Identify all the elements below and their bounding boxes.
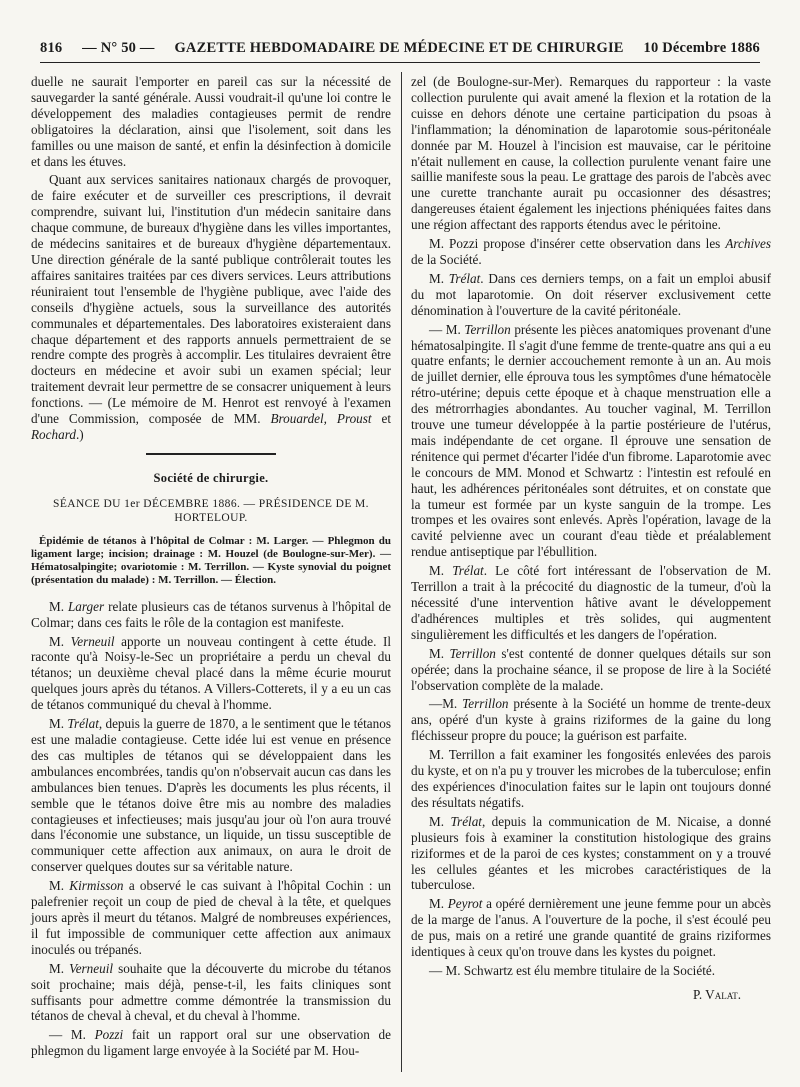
author-signature: P. Valat. (692, 986, 741, 1002)
issue-number: — N° 50 — (82, 40, 155, 56)
paragraph: M. Peyrot a opéré dernièrement une jeune femme pour un abcès de la marge de l'anus. A l'ouverture de la poche, il s'est écoulé peu de pus, mais on a retiré une grande quantité de grains riziformes identiques à ceux qu'on trouve dans les kystes du poignet. (411, 896, 772, 960)
commission-names: Brouardel, Proust (270, 411, 372, 427)
paragraph: M. Larger relate plusieurs cas de tétanos survenus à l'hôpital de Colmar; dans ces faits le rôle de la contagion est manifeste. (31, 598, 392, 630)
section-title: Société de chirurgie. (153, 470, 269, 485)
left-column (31, 74, 391, 1062)
page-number: 816 (40, 40, 63, 56)
paragraph: — M. Terrillon présente les pièces anatomiques provenant d'une hématosalpingite. Il s'agit d'une femme de trente-quatre ans qui a eu quatre enfants; le dernier accouchement remonte à un an. Au mois de juillet dernier, elle éprouva tous les symptômes d'une hématocèle rétro-utérine; depuis cette époque et à chaque menstruation elle a des métrorrhagies abondantes. Au toucher vaginal, M. Terrillon trouve une tumeur développée à la partie postérieure de l'utérus, mais indépendante de cet organe. Il éprouve une sensation de rénitence qui permet d'écarter l'idée d'un fibrome. Laparotomie avec le concours de MM. Monod et Schwartz : l'intestin est refoulé en haut, les adhérences péritonéales sont détruites, et on constate que la tumeur est formée par un kyste sanguin de la trompe. Les trompes et les ovaires sont enlevés. Après l'opération, lavage de la cavité pelvienne avec un courant d'eau tiède et préalablement rendue antiseptique par l'ébullition. (411, 321, 772, 560)
paragraph: M. Verneuil souhaite que la découverte du microbe du tétanos soit prochaine; mais déjà, pense-t-il, les faits cliniques sont suffisants pour admettre comme démontrée la transmission du tétanos de cheval à cheval, et du cheval à l'homme. (31, 960, 392, 1024)
paragraph: M. Trélat, depuis la communication de M. Nicaise, a donné plusieurs fois à examiner la constitution histologique des grains riziformes et de la paroi de ces kystes; constamment on y a trouvé les cellules géantes et les microbes caractéristiques de la tuberculose. (411, 813, 772, 893)
paragraph: M. Terrillon s'est contenté de donner quelques détails sur son opérée; dans la prochaine séance, il se propose de lire à la Société l'observation complète de la malade. (411, 645, 771, 693)
paragraph: M. Verneuil apporte un nouveau contingent à cette étude. Il raconte qu'à Noisy-le-Sec un propriétaire a perdu un cheval du tétanos; un deuxième cheval placé dans la même écurie mourut quelques jours après du tétanos. A Villers-Cotterets, il y a eu un cas de tétanos communiqué du cheval à l'homme. (31, 633, 392, 713)
paragraph: M. Kirmisson a observé le cas suivant à l'hôpital Cochin : un palefrenier reçoit un coup de pied de cheval à la tête, et quelques jours après il meurt du tétanos. Malgré de nombreuses expériences, il fut impossible de communiquer cette affection aux animaux inoculés ou trépanés. (31, 878, 392, 957)
session-summary: Épidémie de tétanos à l'hôpital de Colmar : M. Larger. — Phlegmon du ligament large; incision; drainage : M. Houzel (de Boulogne-sur-Mer). — Hématosalpingite; ovariotomie : M. Terrillon. — Kyste synovial du poignet (présentation du malade) : M. Terrillon. — Élection. (31, 534, 391, 586)
paragraph: M. Trélat. Dans ces derniers temps, on a fait un emploi abusif du mot laparotomie. On doit réserver exclusivement cette dénomination à l'ouverture de la cavité péritonéale. (411, 270, 771, 318)
paragraph: duelle ne saurait l'emporter en pareil cas sur la nécessité de sauvegarder la santé générale. Aussi voudrait-il qu'une loi contre le développement des maladies contagieuses permit de rendre obligatoires la déclaration, ainsi que l'isolement, soit dans les familles ou une maison de santé, et enfin la désinfection à domicile et dans les étuves. (31, 74, 391, 169)
paragraph: — M. Schwartz est élu membre titulaire de la Société. (429, 962, 716, 978)
page-header (40, 40, 760, 63)
paragraph: M. Terrillon a fait examiner les fongosités enlevées des parois du kyste, et on n'a pu y trouver les microbes de la tuberculose; enfin des expériences d'inoculation faites sur le lapin ont toujours donné des résultats négatifs. (411, 747, 771, 810)
session-heading: SÉANCE DU 1er DÉCEMBRE 1886. — PRÉSIDENCE DE M. HORTELOUP. (53, 497, 369, 524)
paragraph: zel (de Boulogne-sur-Mer). Remarques du rapporteur : la vaste collection purulente qui avait amené la flexion et la rotation de la cuisse en dehors dénote une certaine participation du psoas à l'inflammation; la dénomination de laparotomie sous-péritonéale donnée par M. Houzel à l'incision est mauvaise, car le péritoine n'était nullement en cause, la collection purulente venant faire une saillie manifeste sous la peau. Le grattage des parois de l'abcès avec une curette tranchante aurait pu occasionner des désastres; dangereuses étaient également les injections phéniquées faites dans une région affectant des rapports étendus avec le péritoine. (411, 74, 771, 233)
journal-title: GAZETTE HEBDOMADAIRE DE MÉDECINE ET DE CHIRURGIE (174, 40, 624, 56)
right-column (411, 74, 771, 1003)
section-separator (146, 453, 276, 455)
paragraph: — M. Pozzi fait un rapport oral sur une observation de phlegmon du ligament large envoyée à la Société par M. Hou- (31, 1027, 391, 1059)
paragraph: M. Pozzi propose d'insérer cette observation dans les Archives de la Société. (411, 236, 771, 267)
paragraph: —M. Terrillon présente à la Société un homme de trente-deux ans, opéré d'un kyste à grains riziformes de la gaine du long fléchisseur propre du pouce; la guérison est parfaite. (411, 696, 772, 744)
paragraph: M. Trélat. Le côté fort intéressant de l'observation de M. Terrillon a trait à la précocité du diagnostic de la tumeur, d'où la nécessité d'une intervention hâtive avant le développement d'adhérences multiples et très solides, qui augmentent singulièrement les difficultés et les dangers de l'opération. (411, 563, 771, 642)
paragraph: M. Trélat, depuis la guerre de 1870, a le sentiment que le tétanos est une maladie contagieuse. Cette idée lui est venue en présence des cas multiples de tétanos qui se développaient dans les ambulances encombrées, tandis qu'on n'observait aucun cas dans les ambulances bien tenues. D'après les documents les plus récents, il semble que le tétanos doive être mis au nombre des maladies contagieuses et infectieuses; mais jusqu'au jour où l'on aura trouvé dans l'économie une substance, un liquide, un tissu susceptible de communiquer cette affection aux animaux, on aura le droit de conserver quelques doutes sur sa véritable nature. (31, 716, 391, 875)
commission-last-name: Rochard (31, 426, 76, 442)
column-divider (401, 72, 402, 1072)
issue-date: 10 Décembre 1886 (643, 40, 760, 56)
paragraph: Quant aux services sanitaires nationaux chargés de provoquer, de faire exécuter et de surveiller ces prescriptions, il devrait comprendre, suivant lui, l'institution d'un médecin sanitaire dans chaque commune, de bureaux d'hygiène dans les villes importantes, de médecins sanitaires et de bureaux d'hygiène départementaux. Une direction générale de la santé publique contrôlerait toutes les affaires sanitaires traitées par ces divers services. Leurs attributions réuniraient tout l'ensemble de l'hygiène publique, avec l'aide des conseils d'hygiène actuels, sous la surveillance des autorités communales et départementales. Des laboratoires existeraient dans chaque département et des rapports annuels permettraient de se rendre compte des progrès à accomplir. Les titulaires devraient être docteurs en médecine et avoir subi un examen spécial; leur traitement devrait leur permettre de se consacrer uniquement à leurs fonctions. — (Le mémoire de M. Henrot est renvoyé à l'examen d'une Commission, composée de MM. Brouardel, Proust et Rochard.) (31, 172, 392, 442)
